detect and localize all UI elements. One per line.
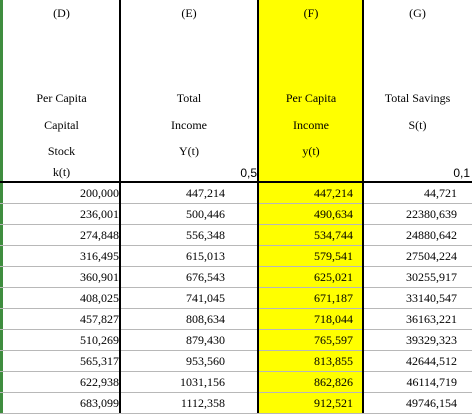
header-d-line3: Stock <box>47 144 76 158</box>
capital-stock-cell[interactable]: 622,938 <box>80 375 119 389</box>
capital-stock-cell[interactable]: 274,848 <box>80 228 119 242</box>
total-savings-cell[interactable]: 27504,224 <box>406 249 457 263</box>
total-income-cell[interactable]: 741,045 <box>186 291 225 305</box>
header-f-line3: y(t) <box>302 144 320 158</box>
capital-stock-cell[interactable]: 408,025 <box>80 291 119 305</box>
header-e-line2: Income <box>171 118 207 132</box>
capital-stock-cell[interactable]: 565,317 <box>80 354 119 368</box>
capital-stock-cell[interactable]: 360,901 <box>80 270 119 284</box>
column-border-fg <box>362 0 364 413</box>
sheet-left-edge <box>0 0 3 413</box>
per-capita-income-cell[interactable]: 490,634 <box>314 207 353 221</box>
capital-stock-cell[interactable]: 510,269 <box>80 333 119 347</box>
total-income-cell[interactable]: 879,430 <box>186 333 225 347</box>
header-g-line1: Total Savings <box>384 91 451 105</box>
capital-stock-cell[interactable]: 316,495 <box>80 249 119 263</box>
total-income-cell[interactable]: 1112,358 <box>180 396 225 410</box>
column-border-de <box>119 0 121 413</box>
column-letter-g: (G) <box>409 6 426 20</box>
header-g-line2: S(t) <box>408 118 427 132</box>
header-e-line3: Y(t) <box>179 144 199 158</box>
total-income-cell[interactable]: 953,560 <box>186 354 225 368</box>
header-f-line2: Income <box>293 118 329 132</box>
total-income-cell[interactable]: 615,013 <box>186 249 225 263</box>
total-savings-cell[interactable]: 33140,547 <box>406 291 457 305</box>
capital-stock-cell[interactable]: 236,001 <box>80 207 119 221</box>
total-savings-cell[interactable]: 24880,642 <box>406 228 457 242</box>
total-savings-cell[interactable]: 39329,323 <box>406 333 457 347</box>
per-capita-income-cell[interactable]: 862,826 <box>314 375 353 389</box>
per-capita-income-cell[interactable]: 534,744 <box>314 228 353 242</box>
total-savings-cell[interactable]: 49746,154 <box>406 396 457 410</box>
total-income-cell[interactable]: 447,214 <box>186 186 225 200</box>
per-capita-income-cell[interactable]: 813,855 <box>314 354 353 368</box>
per-capita-income-cell[interactable]: 718,044 <box>314 312 353 326</box>
column-letter-f: (F) <box>303 6 319 20</box>
per-capita-income-cell[interactable]: 625,021 <box>314 270 353 284</box>
header-e-line1: Total <box>176 91 202 105</box>
total-savings-cell[interactable]: 44,721 <box>424 186 457 200</box>
capital-stock-cell[interactable]: 457,827 <box>80 312 119 326</box>
total-income-cell[interactable]: 500,446 <box>186 207 225 221</box>
total-savings-cell[interactable]: 46114,719 <box>406 375 457 389</box>
header-d-line1: Per Capita <box>36 91 87 105</box>
total-income-cell[interactable]: 808,634 <box>186 312 225 326</box>
column-border-ef <box>257 0 259 413</box>
per-capita-income-cell[interactable]: 671,187 <box>314 291 353 305</box>
per-capita-income-cell[interactable]: 765,597 <box>314 333 353 347</box>
savings-rate[interactable]: 0,1 <box>453 166 470 180</box>
total-income-cell[interactable]: 556,348 <box>186 228 225 242</box>
header-d-line4: k(t) <box>52 165 71 179</box>
column-letter-d: (D) <box>53 6 70 20</box>
total-savings-cell[interactable]: 42644,512 <box>406 354 457 368</box>
income-share-rate[interactable]: 0,5 <box>240 166 257 180</box>
header-d-line2: Capital <box>44 118 79 132</box>
total-savings-cell[interactable]: 36163,221 <box>406 312 457 326</box>
column-letter-e: (E) <box>181 6 197 20</box>
capital-stock-cell[interactable]: 200,000 <box>80 186 119 200</box>
header-f-line1: Per Capita <box>285 91 337 105</box>
per-capita-income-cell[interactable]: 447,214 <box>314 186 353 200</box>
capital-stock-cell[interactable]: 683,099 <box>80 396 119 410</box>
per-capita-income-cell[interactable]: 579,541 <box>314 249 353 263</box>
total-income-cell[interactable]: 676,543 <box>186 270 225 284</box>
per-capita-income-cell[interactable]: 912,521 <box>314 396 353 410</box>
total-savings-cell[interactable]: 22380,639 <box>406 207 457 221</box>
total-savings-cell[interactable]: 30255,917 <box>406 270 457 284</box>
total-income-cell[interactable]: 1031,156 <box>180 375 225 389</box>
